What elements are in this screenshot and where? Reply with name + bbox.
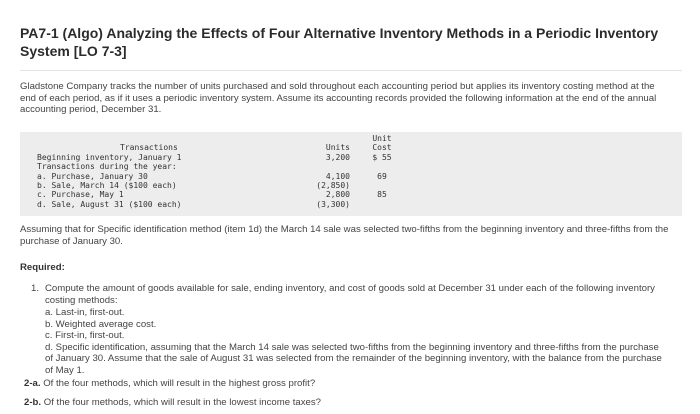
row-units: (3,300) [316,199,350,209]
header-units: Units [325,143,350,153]
row-units: 2,800 [325,190,350,200]
header-unit: Unit [372,134,392,143]
intro-paragraph: Gladstone Company tracks the number of units purchased and sold throughout each accounting period but applies its inventory costing method at the end of each period, as if it uses a periodic inventory system. Assume its accounting records provided the following information at the end of the annual accounting period, December 31. [20,81,657,115]
required-heading: Required: [20,262,65,273]
question-2a [24,378,315,389]
question-2b [24,397,321,408]
title-divider [20,70,682,71]
row-desc: d. Sale, August 31 ($100 each) [37,199,182,209]
question-2b-text: Of the four methods, which will result in the lowest income taxes? [43,397,322,408]
row-units: (2,850) [316,181,350,190]
option-d: d. Specific identification, assuming that the March 14 sale was selected two-fifths from the beginning inventory and three-fifths from the purchase of January 30. Assume that the sale of August 31 was selected from the remainder of the beginning inventory, with the balance from the purchase of May 1. [45,341,662,376]
row-desc: a. Purchase, January 30 [37,171,148,181]
row-desc: Beginning inventory, January 1 [37,152,182,162]
assumption-note: Assuming that for Specific identification method (item 1d) the March 14 sale was selected two-fifths from the beginning inventory and three-fifths from the purchase of January 30. [20,224,669,247]
row-desc: Transactions during the year: [37,162,177,172]
row-units: 4,100 [325,171,350,181]
option-a: a. Last-in, first-out. [45,307,125,318]
row-units: 3,200 [325,152,350,162]
row-cost: $ 55 [372,152,392,162]
question-2a-text: Of the four methods, which will result in the highest gross profit? [43,378,316,389]
transactions-table [20,132,682,216]
row-desc: c. Purchase, May 1 [37,190,124,200]
option-b: b. Weighted average cost. [45,318,157,330]
question-2a-label: 2-a. [24,378,41,389]
row-desc: b. Sale, March 14 ($100 each) [37,181,177,190]
question-1-number: 1. [31,283,40,294]
problem-title: PA7-1 (Algo) Analyzing the Effects of Four Alternative Inventory Methods in a Periodic Inventory System [LO 7-3] [20,25,659,59]
option-c: c. First-in, first-out. [45,330,125,341]
header-cost: Cost [372,143,392,153]
question-2b-label: 2-b. [24,397,42,408]
row-cost: 69 [377,171,387,181]
row-cost: 85 [377,190,387,200]
header-transactions: Transactions [120,143,178,153]
question-1-text: Compute the amount of goods available for sale, ending inventory, and cost of goods sold at December 31 under each of the following inventory costing methods: [45,283,655,306]
